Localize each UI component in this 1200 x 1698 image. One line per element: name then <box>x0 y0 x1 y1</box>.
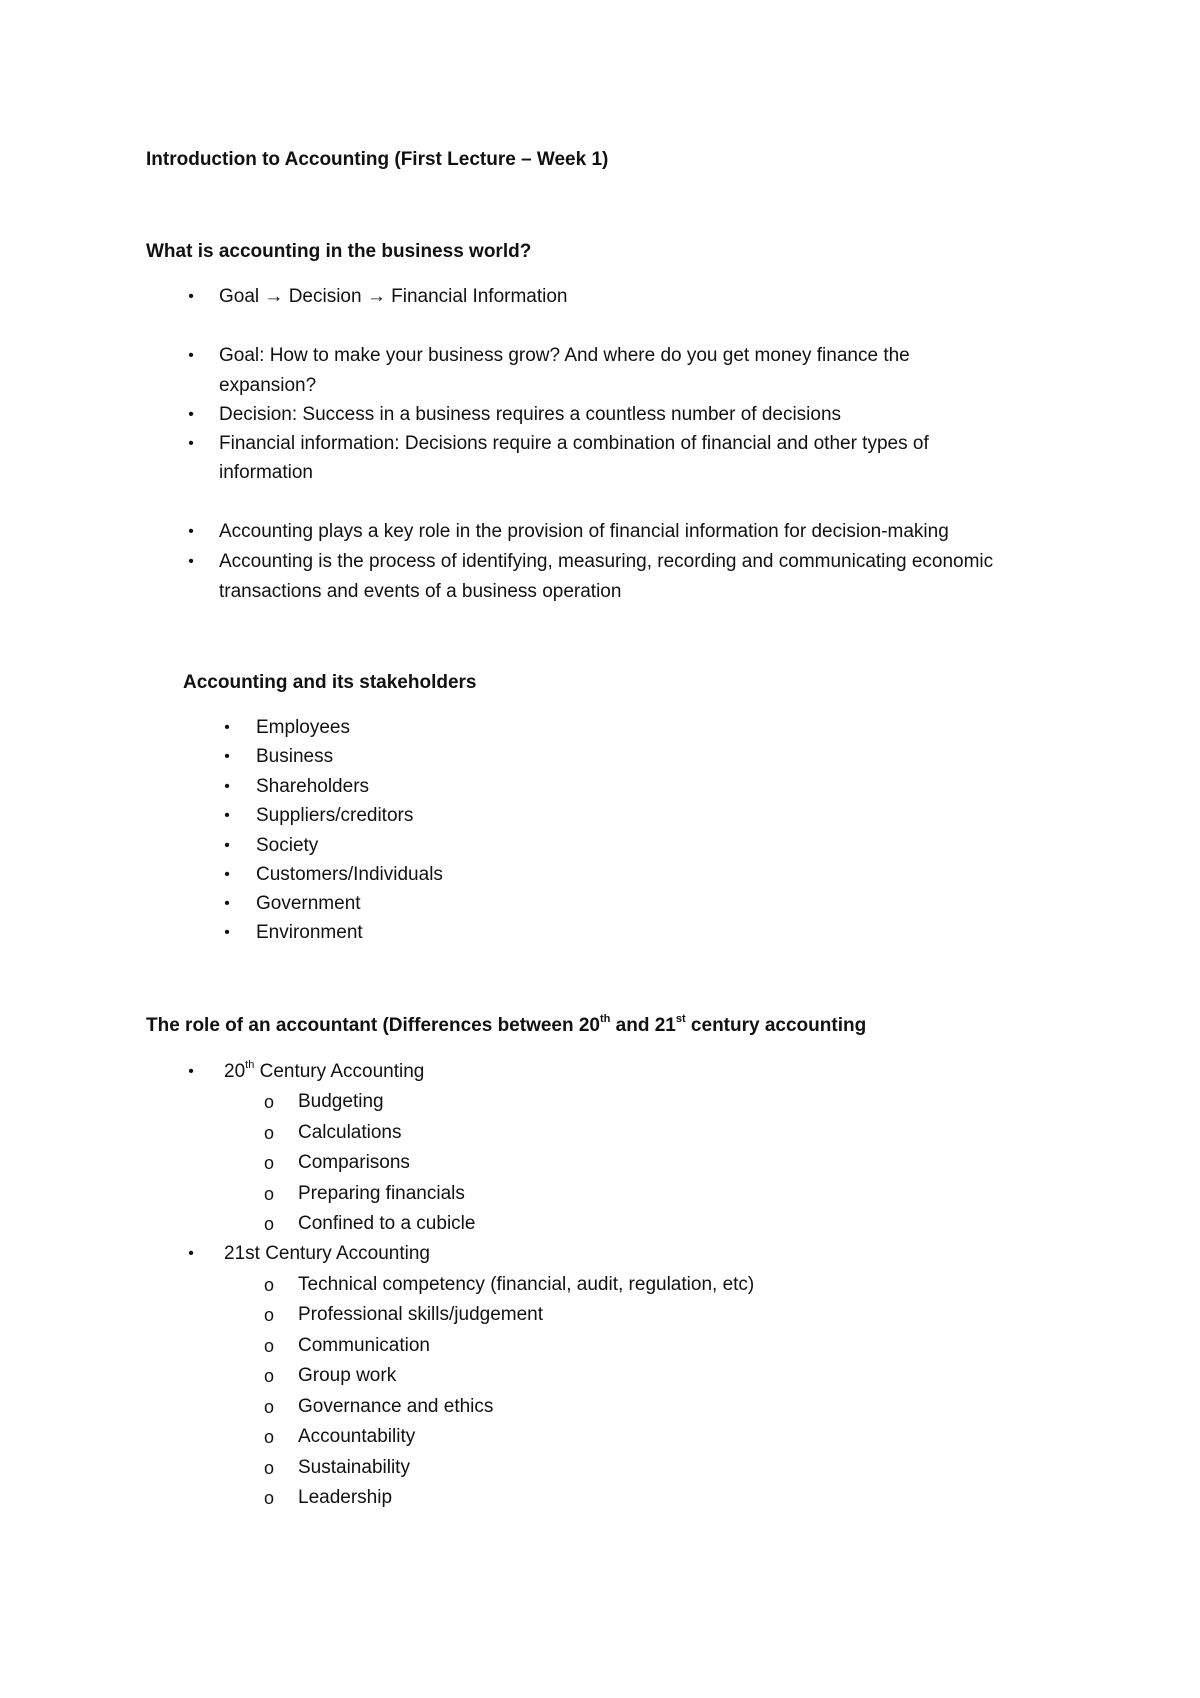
circle-bullet-icon: o <box>264 1427 275 1447</box>
section-heading: What is accounting in the business world? <box>146 241 532 262</box>
circle-bullet-icon: o <box>264 1092 275 1112</box>
list-item: Accounting plays a key role in the provision of financial information for decision-making <box>219 521 949 542</box>
section-heading <box>146 1012 867 1037</box>
circle-bullet-icon: o <box>264 1153 275 1173</box>
sub-list-item: Budgeting <box>298 1091 384 1112</box>
list-item: Customers/Individuals <box>256 864 443 885</box>
circle-bullet-icon: o <box>264 1305 275 1325</box>
sub-list-item: Governance and ethics <box>298 1396 494 1417</box>
bullet-icon: • <box>224 748 230 765</box>
flow-line <box>219 286 568 308</box>
century-label: Century Accounting <box>254 1061 425 1082</box>
sub-list-item: Calculations <box>298 1122 402 1143</box>
sub-list-item: Confined to a cubicle <box>298 1213 476 1234</box>
sub-list-item: Technical competency (financial, audit, regulation, etc) <box>298 1274 755 1295</box>
section-heading: Accounting and its stakeholders <box>183 672 477 693</box>
circle-bullet-icon: o <box>264 1458 275 1478</box>
sub-list-item: Comparisons <box>298 1152 410 1173</box>
bullet-icon: • <box>188 347 194 364</box>
list-item: Business <box>256 746 334 767</box>
circle-bullet-icon: o <box>264 1123 275 1143</box>
sub-list-item: Group work <box>298 1365 397 1386</box>
bullet-icon: • <box>224 778 230 795</box>
superscript: st <box>675 1012 686 1025</box>
bullet-icon: • <box>224 719 230 736</box>
list-item: Shareholders <box>256 776 370 797</box>
page-title: Introduction to Accounting (First Lecture – Week 1) <box>146 149 609 170</box>
superscript: th <box>245 1058 255 1071</box>
flow-decision: Decision <box>288 286 362 307</box>
superscript: th <box>600 1012 611 1025</box>
list-item: Employees <box>256 717 350 738</box>
century-number: 20 <box>224 1061 246 1082</box>
heading-part: and 21 <box>610 1015 676 1036</box>
sub-list-item: Accountability <box>298 1426 416 1447</box>
list-item-continuation: information <box>219 462 313 483</box>
bullet-icon: • <box>224 807 230 824</box>
sub-list-item: Communication <box>298 1335 430 1356</box>
circle-bullet-icon: o <box>264 1366 275 1386</box>
sub-list-item: Preparing financials <box>298 1183 465 1204</box>
heading-part: The role of an accountant (Differences between 20 <box>146 1015 600 1036</box>
list-item: 21st Century Accounting <box>224 1243 430 1264</box>
list-item: Accounting is the process of identifying, measuring, recording and communicating economic <box>219 551 994 572</box>
list-item-continuation: transactions and events of a business operation <box>219 581 622 602</box>
arrow-icon: → <box>366 286 386 307</box>
list-item <box>224 1058 425 1083</box>
list-item: Decision: Success in a business requires a countless number of decisions <box>219 404 842 425</box>
list-item: Goal: How to make your business grow? And where do you get money finance the <box>219 345 910 366</box>
sub-list-item: Leadership <box>298 1487 393 1508</box>
bullet-icon: • <box>188 435 194 452</box>
bullet-icon: • <box>224 837 230 854</box>
bullet-icon: • <box>224 895 230 912</box>
bullet-icon: • <box>188 553 194 570</box>
list-item-continuation: expansion? <box>219 375 317 396</box>
bullet-icon: • <box>224 866 230 883</box>
sub-list-item: Sustainability <box>298 1457 410 1478</box>
circle-bullet-icon: o <box>264 1214 275 1234</box>
arrow-icon: → <box>264 286 284 307</box>
circle-bullet-icon: o <box>264 1184 275 1204</box>
bullet-icon: • <box>188 523 194 540</box>
list-item: Government <box>256 893 361 914</box>
flow-goal: Goal <box>219 286 260 307</box>
heading-part: century accounting <box>685 1015 867 1036</box>
circle-bullet-icon: o <box>264 1275 275 1295</box>
sub-list-item: Professional skills/judgement <box>298 1304 544 1325</box>
bullet-icon: • <box>188 406 194 423</box>
list-item: Environment <box>256 922 363 943</box>
bullet-icon: • <box>188 1245 194 1262</box>
bullet-icon: • <box>224 924 230 941</box>
circle-bullet-icon: o <box>264 1397 275 1417</box>
list-item: Society <box>256 835 319 856</box>
circle-bullet-icon: o <box>264 1488 275 1508</box>
list-item: Financial information: Decisions require a combination of financial and other types of <box>219 433 929 454</box>
flow-info: Financial Information <box>391 286 568 307</box>
bullet-icon: • <box>188 1063 194 1080</box>
bullet-icon: • <box>188 288 194 305</box>
circle-bullet-icon: o <box>264 1336 275 1356</box>
list-item: Suppliers/creditors <box>256 805 414 826</box>
